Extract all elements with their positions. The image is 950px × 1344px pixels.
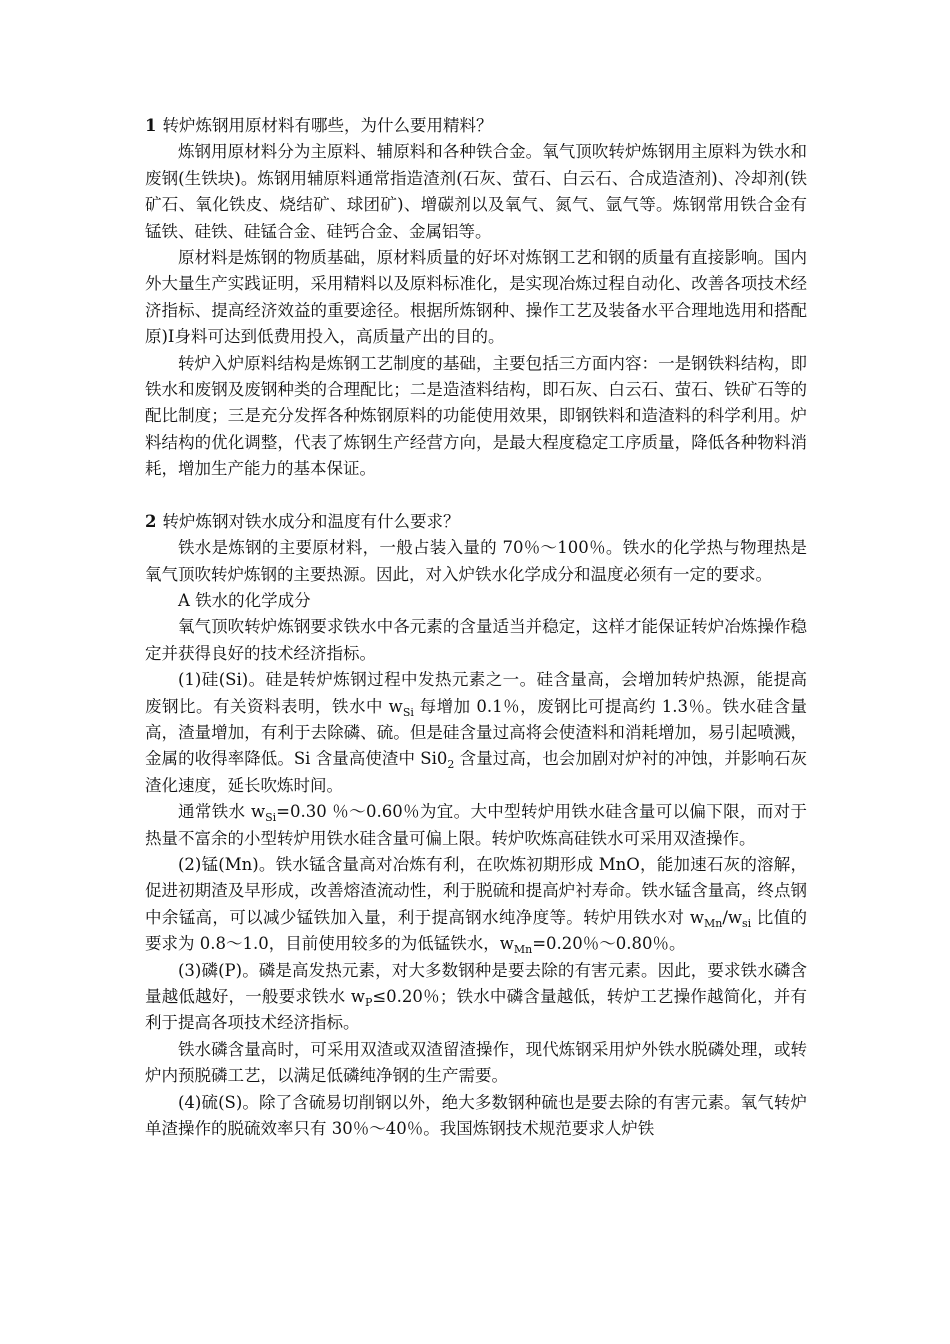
silicon-range-paragraph [145,799,807,852]
phosphorus-sub: P [364,996,373,1009]
phosphorus-paragraph [145,958,807,1037]
phosphorus-text-1: (3)磷(P)。磷是高发热元素，对大多数钢种是要去除的有害元素。因此，要求铁水磷含量越低越好，一般要求铁水 w [145,960,807,1006]
manganese-sub-1: Mn [703,916,723,930]
manganese-text-1: (2)锰(Mn)。铁水锰含量高对冶炼有利，在吹炼初期形成 MnO，能加速石灰的溶解，促进初期渣及早形成，改善熔渣流动性，利于脱硫和提高炉衬寿命。铁水锰含量高，终点钢中余锰高，可以减少锰铁加入量，利于提高钢水纯净度等。转炉用铁水对 w [145,854,807,927]
section-a-heading: A 铁水的化学成分 [178,590,311,610]
silicon-range-text-1: 通常铁水 w [178,802,266,822]
q2-intro: 铁水是炼钢的主要原材料，一般占装入量的 70％～100％。铁水的化学热与物理热是氧气顶吹转炉炼钢的主要热源。因此，对入炉铁水化学成分和温度必须有一定的要求。 [145,538,807,584]
silicon-text-3: 含量过高，也会加剧对炉衬的冲蚀，并影响石灰渣化速度，延长吹炼时间。 [145,749,808,795]
q1-number: 1 [145,116,157,135]
manganese-text-4: =0.20％～0.80％。 [532,934,686,954]
section-gap [145,483,807,509]
silicon-sub-1: Si [402,705,414,719]
q1-title: 转炉炼钢用原材料有哪些，为什么要用精料？ [162,116,493,135]
phosphorus-high-paragraph: 铁水磷含量高时，可采用双渣或双渣留渣操作，现代炼钢采用炉外铁水脱磷处理，或转炉内预脱磷工艺，以满足低磷纯净钢的生产需要。 [145,1039,807,1086]
q1-paragraph-3: 转炉入炉原料结构是炼钢工艺制度的基础，主要包括三方面内容：一是钢铁料结构，即铁水和废钢及废钢种类的合理配比；二是造渣料结构，即石灰、白云石、萤石、铁矿石等的配比制度；三是充分发挥各种炼钢原料的功能使用效果，即钢铁料和造渣料的科学利用。炉料结构的优化调整，代表了炼钢生产经营方向，是最大程度稳定工序质量，降低各种物料消耗，增加生产能力的基本保证。 [145,353,807,479]
silicon-range-sub: Si [265,811,277,825]
silicon-range-text-2: =0.30 ％～0.60％为宜。大中型转炉用铁水硅含量可以偏下限，而对于热量不富余的小型转炉用铁水硅含量可偏上限。转炉吹炼高硅铁水可采用双渣操作。 [145,802,807,848]
manganese-sub-3: Mn [513,943,533,957]
document-page [145,113,807,1142]
q2-title: 转炉炼钢对铁水成分和温度有什么要求？ [162,511,460,531]
manganese-paragraph [145,852,807,958]
q1-paragraph-1: 炼钢用原材料分为主原料、辅原料和各种铁合金。氧气顶吹转炉炼钢用主原料为铁水和废钢(生铁块)。炼钢用辅原料通常指造渣剂(石灰、萤石、白云石、合成造渣剂)、冷却剂(铁矿石、氧化铁皮、烧结矿、球团矿)、增碳剂以及氧气、氮气、氩气等。炼钢常用铁合金有锰铁、硅铁、硅锰合金、硅钙合金、金属铝等。 [145,142,807,241]
silicon-text-1: (1)硅(Si)。硅是转炉炼钢过程中发热元素之一。硅含量高，会增加转炉热源，能提高废钢比。有关资料表明，铁水中 w [145,670,807,716]
phosphorus-text-2: ≤0.20％；铁水中磷含量越低，转炉工艺操作越简化，并有利于提高各项技术经济指标。 [145,987,807,1033]
section-a-intro: 氧气顶吹转炉炼钢要求铁水中各元素的含量适当并稳定，这样才能保证转炉冶炼操作稳定并获得良好的技术经济指标。 [145,617,807,663]
manganese-text-2: /w [722,907,743,927]
q2-number: 2 [145,511,157,531]
manganese-sub-2: si [742,916,752,930]
q1-paragraph-2: 原材料是炼钢的物质基础，原材料质量的好坏对炼钢工艺和钢的质量有直接影响。国内外大量生产实践证明，采用精料以及原料标准化，是实现冶炼过程自动化、改善各项技术经济指标、提高经济效益的重要途径。根据所炼钢种、操作工艺及装备水平合理地选用和搭配原)I身料可达到低费用投入，高质量产出的目的。 [145,248,807,347]
q2-heading [145,509,807,535]
q1-heading [145,113,807,139]
silicon-sub-2: 2 [447,758,455,772]
sulfur-paragraph: (4)硫(S)。除了含硫易切削钢以外，绝大多数钢种硫也是要去除的有害元素。氧气转炉单渣操作的脱硫效率只有 30％～40％。我国炼钢技术规范要求人炉铁 [145,1092,807,1139]
silicon-paragraph [145,667,807,799]
silicon-text-2: 每增加 0.1％，废钢比可提高约 1.3％。铁水硅含量高，渣量增加，有利于去除磷、硫。但是硅含量过高将会使渣料和消耗增加，易引起喷溅，金属的收得率降低。Si 含量高使渣中 Si0 [145,696,807,769]
manganese-text-3: 比值的要求为 0.8～1.0，目前使用较多的为低锰铁水，w [145,907,808,954]
